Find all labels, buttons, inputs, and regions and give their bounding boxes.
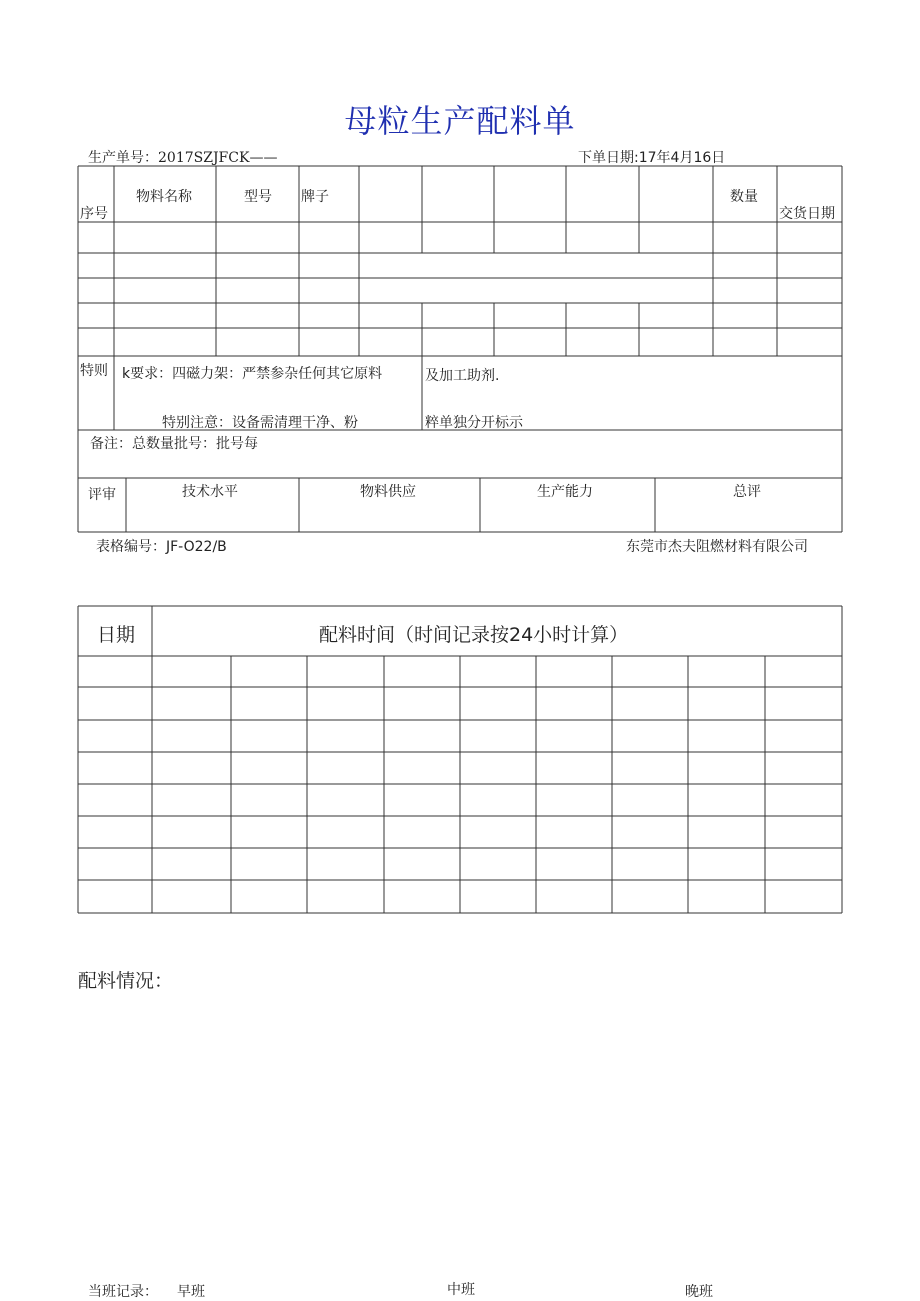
form-number-value: JF-O22/B: [166, 539, 227, 555]
shift-early: 早班: [177, 1284, 205, 1300]
header-model: 型号: [244, 189, 272, 205]
header-brand: 牌子: [301, 189, 329, 205]
remark: 备注：总数量批号：批号每: [90, 436, 258, 452]
shift-record-label: 当班记录：: [88, 1284, 158, 1300]
special-requirement-line1: k要求：四磁力架：严禁参杂任何其它原料: [122, 366, 383, 382]
batching-situation-label: 配料情况：: [78, 970, 174, 992]
shift-late: 晚班: [685, 1284, 713, 1300]
header-material: 物料名称: [136, 189, 192, 205]
review-material-supply: 物料供应: [360, 484, 416, 500]
form-number: [96, 536, 227, 556]
order-date-value: 17年4月16日: [638, 150, 726, 166]
page-title: 母粒生产配料单: [344, 102, 576, 140]
header-seq: 序号: [80, 206, 108, 222]
review-label: 评审: [88, 487, 116, 503]
order-number-label: 生产单号：: [88, 150, 158, 166]
date-header: 日期: [97, 624, 136, 646]
review-overall: 总评: [733, 484, 761, 500]
header-delivery: 交货日期: [779, 206, 835, 222]
header-qty: 数量: [730, 189, 758, 205]
special-note-line2-cont: 粹单独分开标示: [425, 415, 523, 431]
special-note-line2: 特别注意：设备需清理干净、粉: [162, 415, 358, 431]
order-date-label: 下单日期:: [578, 150, 639, 166]
form-number-label: 表格编号：: [96, 539, 166, 555]
order-number-value: 2017SZJFCK——: [158, 150, 278, 166]
batching-time-header: 配料时间（时间记录按24小时计算）: [319, 624, 629, 646]
special-requirement-line1-cont: 及加工助剂.: [425, 368, 500, 384]
company-name: 东莞市杰夫阻燃材料有限公司: [626, 539, 808, 555]
shift-middle: 中班: [447, 1282, 475, 1298]
review-production-capacity: 生产能力: [537, 484, 593, 500]
special-label: 特则: [80, 363, 108, 379]
review-tech-level: 技术水平: [182, 484, 238, 500]
